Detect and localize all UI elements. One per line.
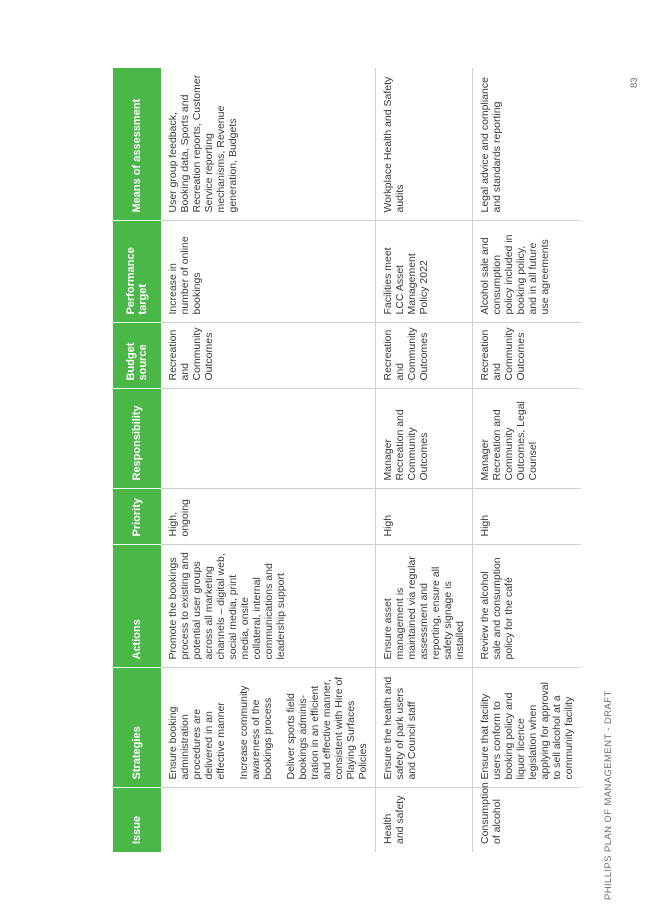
cell-responsibility: Manager Recreation and Community Outcomes, Legal Counsel xyxy=(473,389,582,489)
strategy-paragraph: Increase community awareness of the bookings process xyxy=(238,685,274,780)
header-actions: Actions xyxy=(113,545,161,668)
cell-issue: Consumption of alcohol xyxy=(473,788,582,852)
cell-performance-target: Increase in number of online bookings xyxy=(161,221,376,323)
cell-budget-source: Recreation and Community Outcomes xyxy=(161,323,376,389)
cell-budget-source: Recreation and Community Outcomes xyxy=(376,323,473,389)
page-number: 83 xyxy=(629,77,640,88)
rotated-table-container xyxy=(113,68,575,852)
strategy-paragraph: Ensure booking administration procedures are delivered in an effective manner xyxy=(167,702,227,780)
header-performance-target: Performance target xyxy=(113,221,161,323)
cell-priority: High xyxy=(376,489,473,545)
cell-actions: Review the alcohol sale and consumption policy for the café xyxy=(473,545,582,668)
table-header-row xyxy=(113,68,161,852)
cell-issue: Health and safety xyxy=(376,788,473,852)
cell-means-of-assessment: Workplace Health and Safety audits xyxy=(376,68,473,221)
table-row xyxy=(473,68,582,852)
cell-priority: High, ongoing xyxy=(161,489,376,545)
cell-issue xyxy=(161,788,376,852)
cell-strategies xyxy=(473,668,582,788)
cell-budget-source: Recreation and Community Outcomes xyxy=(473,323,582,389)
table-row xyxy=(161,68,376,852)
action-plan-table xyxy=(113,68,581,852)
cell-strategies xyxy=(161,668,376,788)
header-issue: Issue xyxy=(113,788,161,852)
cell-strategies xyxy=(376,668,473,788)
cell-performance-target: Facilities meet LCC Asset Management Policy 2022 xyxy=(376,221,473,323)
cell-means-of-assessment: Legal advice and compliance and standards reporting xyxy=(479,77,503,213)
cell-actions: Promote the bookings process to existing and potential user groups across all marketing channels – digital web, social media, print media, onsite collateral, internal communications and leadership support xyxy=(161,545,376,668)
header-budget-source: Budget source xyxy=(113,323,161,389)
cell-priority: High xyxy=(473,489,582,545)
table-row xyxy=(376,68,473,852)
strategy-paragraph: Deliver sports field bookings adminis-tration in an efficient and effective manner, consistent with Hire of Playing Surfaces Policies xyxy=(285,676,369,780)
cell-actions: Ensure asset management is maintained via regular assessment and reporting, ensure all safety signage is installed xyxy=(376,545,473,668)
cell-responsibility: Manager Recreation and Community Outcomes xyxy=(376,389,473,489)
strategy-paragraph: Ensure that facility users conform to booking policy and liquor licence legislation when applying for approval to sell alcohol at a community facility xyxy=(479,682,575,780)
header-priority: Priority xyxy=(113,489,161,545)
cell-responsibility xyxy=(161,389,376,489)
header-strategies: Strategies xyxy=(113,668,161,788)
strategy-paragraph: Ensure the health and safety of park users and Council staff xyxy=(382,676,418,780)
document-footer-title: PHILLIPS PLAN OF MANAGEMENT - DRAFT xyxy=(603,690,614,900)
cell-performance-target: Alcohol sale and consumption policy included in booking policy, and in all future use agreements xyxy=(473,221,582,323)
header-responsibility: Responsibility xyxy=(113,389,161,489)
header-means-of-assessment: Means of assessment xyxy=(113,68,161,221)
cell-means-of-assessment: User group feedback, Booking data, Sports and Recreation reports, Customer Service reporting mechanisms, Revenue generation, Budgets xyxy=(161,68,376,221)
